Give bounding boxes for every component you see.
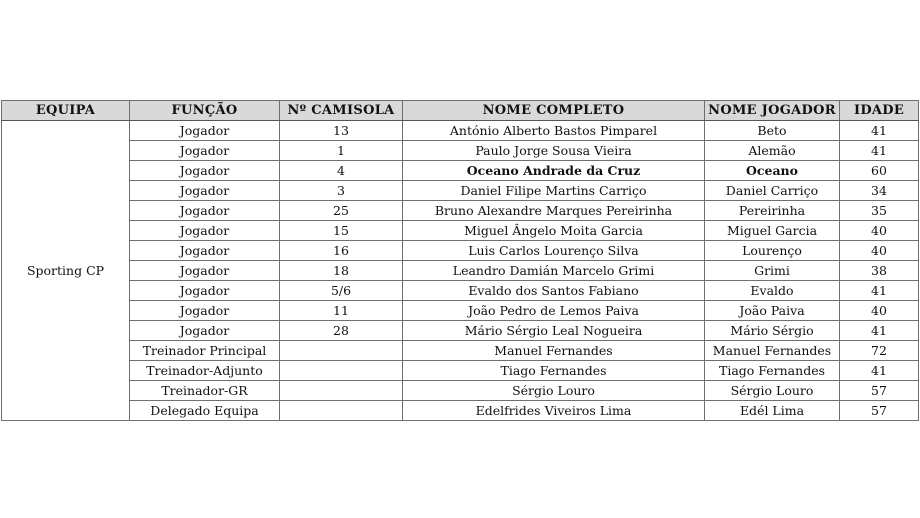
cell-idade: 34 — [840, 181, 919, 201]
cell-jogador: Pereirinha — [705, 201, 840, 221]
cell-jogador: Lourenço — [705, 241, 840, 261]
cell-camisola: 3 — [280, 181, 403, 201]
header-equipa: EQUIPA — [2, 101, 130, 121]
cell-idade: 60 — [840, 161, 919, 181]
cell-idade: 35 — [840, 201, 919, 221]
cell-idade: 41 — [840, 361, 919, 381]
cell-camisola: 1 — [280, 141, 403, 161]
header-nome-jogador: NOME JOGADOR — [705, 101, 840, 121]
header-camisola: Nº CAMISOLA — [280, 101, 403, 121]
cell-nome: António Alberto Bastos Pimparel — [403, 121, 705, 141]
table-row — [2, 241, 919, 261]
cell-idade: 40 — [840, 221, 919, 241]
table-row — [2, 141, 919, 161]
cell-jogador: Manuel Fernandes — [705, 341, 840, 361]
cell-funcao: Jogador — [130, 281, 280, 301]
header-funcao: FUNÇÃO — [130, 101, 280, 121]
cell-nome: Edelfrides Viveiros Lima — [403, 401, 705, 421]
cell-jogador: Grimi — [705, 261, 840, 281]
table-row — [2, 381, 919, 401]
cell-nome: Miguel Ângelo Moita Garcia — [403, 221, 705, 241]
cell-jogador: Sérgio Louro — [705, 381, 840, 401]
header-idade: IDADE — [840, 101, 919, 121]
table-row — [2, 161, 919, 181]
table-row — [2, 181, 919, 201]
cell-funcao: Jogador — [130, 201, 280, 221]
cell-jogador: Miguel Garcia — [705, 221, 840, 241]
cell-funcao: Jogador — [130, 241, 280, 261]
cell-funcao: Treinador-GR — [130, 381, 280, 401]
cell-jogador: Tiago Fernandes — [705, 361, 840, 381]
cell-camisola: 28 — [280, 321, 403, 341]
squad-table — [1, 100, 919, 421]
cell-camisola: 13 — [280, 121, 403, 141]
table-row — [2, 261, 919, 281]
cell-idade: 41 — [840, 121, 919, 141]
cell-nome: Tiago Fernandes — [403, 361, 705, 381]
cell-jogador: Edél Lima — [705, 401, 840, 421]
cell-funcao: Jogador — [130, 121, 280, 141]
cell-funcao: Jogador — [130, 321, 280, 341]
cell-camisola — [280, 341, 403, 361]
cell-camisola: 15 — [280, 221, 403, 241]
cell-idade: 72 — [840, 341, 919, 361]
table-row — [2, 221, 919, 241]
team-cell: Sporting CP — [2, 121, 130, 421]
table-row — [2, 281, 919, 301]
cell-funcao: Jogador — [130, 301, 280, 321]
cell-jogador: Daniel Carriço — [705, 181, 840, 201]
cell-camisola: 25 — [280, 201, 403, 221]
cell-jogador: Alemão — [705, 141, 840, 161]
cell-nome: Luis Carlos Lourenço Silva — [403, 241, 705, 261]
table-row — [2, 121, 919, 141]
header-row — [2, 101, 919, 121]
cell-nome: Sérgio Louro — [403, 381, 705, 401]
cell-jogador: Evaldo — [705, 281, 840, 301]
cell-idade: 41 — [840, 321, 919, 341]
cell-camisola — [280, 361, 403, 381]
cell-idade: 40 — [840, 241, 919, 261]
table-row — [2, 341, 919, 361]
cell-nome: Oceano Andrade da Cruz — [403, 161, 705, 181]
cell-camisola — [280, 381, 403, 401]
cell-idade: 40 — [840, 301, 919, 321]
table-row — [2, 201, 919, 221]
cell-idade: 38 — [840, 261, 919, 281]
cell-funcao: Jogador — [130, 261, 280, 281]
cell-nome: Daniel Filipe Martins Carriço — [403, 181, 705, 201]
cell-nome: Bruno Alexandre Marques Pereirinha — [403, 201, 705, 221]
cell-nome: Leandro Damián Marcelo Grimi — [403, 261, 705, 281]
cell-camisola: 5/6 — [280, 281, 403, 301]
cell-camisola: 11 — [280, 301, 403, 321]
table-row — [2, 401, 919, 421]
table-row — [2, 301, 919, 321]
cell-funcao: Jogador — [130, 181, 280, 201]
cell-nome: Evaldo dos Santos Fabiano — [403, 281, 705, 301]
cell-jogador: Oceano — [705, 161, 840, 181]
table-row — [2, 361, 919, 381]
cell-jogador: João Paiva — [705, 301, 840, 321]
cell-funcao: Delegado Equipa — [130, 401, 280, 421]
cell-camisola: 18 — [280, 261, 403, 281]
cell-jogador: Beto — [705, 121, 840, 141]
cell-jogador: Mário Sérgio — [705, 321, 840, 341]
cell-idade: 57 — [840, 401, 919, 421]
cell-funcao: Jogador — [130, 141, 280, 161]
cell-camisola: 16 — [280, 241, 403, 261]
cell-funcao: Treinador-Adjunto — [130, 361, 280, 381]
cell-idade: 41 — [840, 141, 919, 161]
header-nome-completo: NOME COMPLETO — [403, 101, 705, 121]
cell-camisola — [280, 401, 403, 421]
cell-funcao: Jogador — [130, 221, 280, 241]
cell-nome: Manuel Fernandes — [403, 341, 705, 361]
cell-nome: João Pedro de Lemos Paiva — [403, 301, 705, 321]
cell-idade: 57 — [840, 381, 919, 401]
cell-funcao: Jogador — [130, 161, 280, 181]
cell-camisola: 4 — [280, 161, 403, 181]
table-row — [2, 321, 919, 341]
cell-nome: Mário Sérgio Leal Nogueira — [403, 321, 705, 341]
cell-funcao: Treinador Principal — [130, 341, 280, 361]
cell-nome: Paulo Jorge Sousa Vieira — [403, 141, 705, 161]
cell-idade: 41 — [840, 281, 919, 301]
